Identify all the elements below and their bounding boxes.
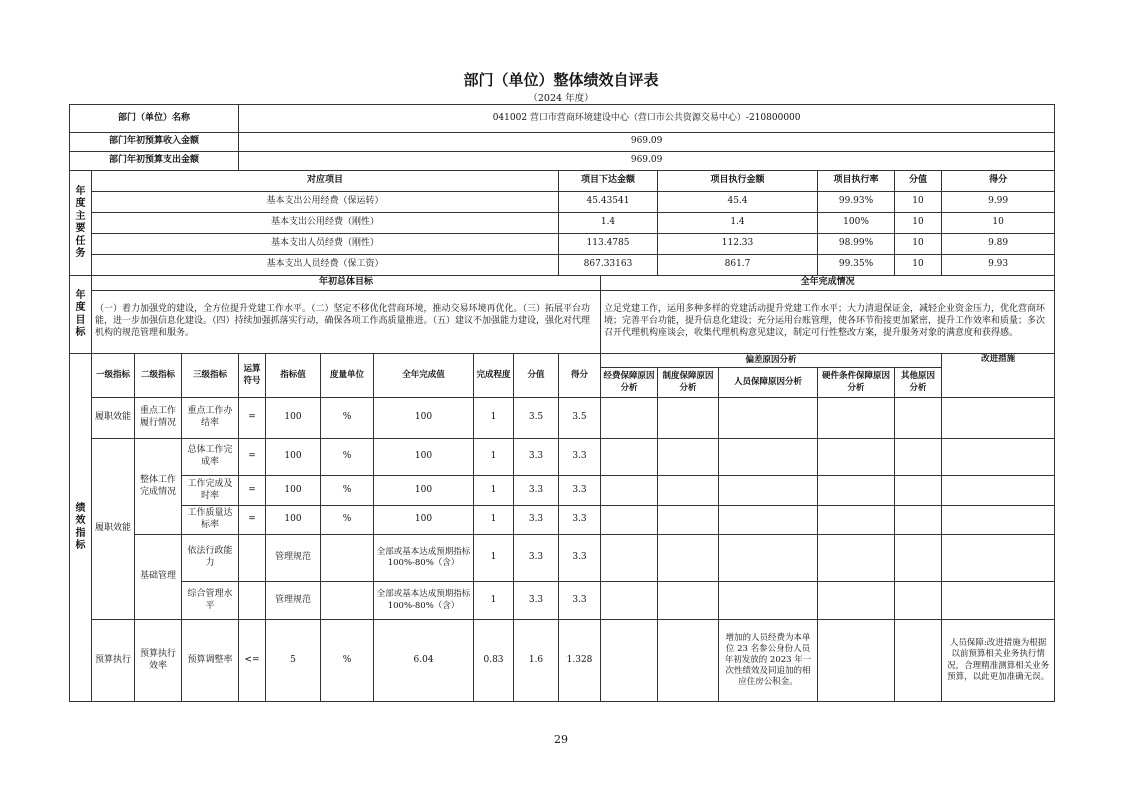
funding-cell [601, 398, 658, 439]
hardware-cell [818, 582, 895, 620]
hardware-cell [818, 398, 895, 439]
task-executed: 112.33 [658, 234, 818, 255]
header-deviation: 偏差原因分析 [601, 354, 942, 368]
expense-row [70, 152, 1055, 171]
other-cell [895, 535, 942, 582]
operator-cell: = [239, 439, 266, 476]
score-value-cell: 3.5 [514, 398, 559, 439]
page-number: 29 [554, 733, 568, 746]
score-cell: 3.3 [559, 476, 601, 506]
header-other: 其他原因分析 [895, 368, 942, 398]
personnel-cell [719, 439, 818, 476]
score-value-cell: 3.3 [514, 506, 559, 535]
task-allocated: 1.4 [559, 213, 658, 234]
improvement-cell [942, 582, 1055, 620]
tasks-header-executed: 项目执行金额 [658, 171, 818, 192]
table-row [70, 439, 1055, 476]
funding-cell [601, 439, 658, 476]
score-cell: 3.5 [559, 398, 601, 439]
actual-cell: 100 [374, 439, 474, 476]
task-name: 基本支出人员经费（保工资） [92, 255, 559, 276]
indicators-side-label: 绩 效 指 标 [70, 354, 92, 702]
task-rate: 99.35% [818, 255, 895, 276]
personnel-cell [719, 398, 818, 439]
completion-cell: 1 [474, 476, 514, 506]
tasks-side-label: 年 度 主 要 任 务 [70, 171, 92, 276]
expense-label: 部门年初预算支出金额 [70, 152, 239, 171]
self-evaluation-table [69, 104, 1055, 702]
level3-cell: 工作质量达标率 [182, 506, 239, 535]
table-row [70, 192, 1055, 213]
level3-cell: 综合管理水平 [182, 582, 239, 620]
header-completion: 完成程度 [474, 354, 514, 398]
improvement-cell [942, 398, 1055, 439]
indicators-header-row [70, 354, 1055, 368]
table-row [70, 213, 1055, 234]
income-row [70, 133, 1055, 152]
income-label: 部门年初预算收入金额 [70, 133, 239, 152]
score-value-cell: 3.3 [514, 476, 559, 506]
operator-cell [239, 535, 266, 582]
task-allocated: 867.33163 [559, 255, 658, 276]
header-operator: 运算符号 [239, 354, 266, 398]
page-title: 部门（单位）整体绩效自评表 [463, 71, 659, 89]
improvement-text-cell: 人员保障:改进措施为根据以前预算相关业务执行情况，合理精准测算相关业务预算，以此更加准确无误。 [942, 620, 1055, 702]
system-cell [658, 476, 719, 506]
hardware-cell [818, 439, 895, 476]
target-cell: 5 [266, 620, 321, 702]
other-cell [895, 620, 942, 702]
task-rate: 98.99% [818, 234, 895, 255]
header-improvement: 改进措施 [942, 354, 1055, 398]
actual-cell: 100 [374, 476, 474, 506]
level1-cell: 履职效能 [92, 398, 135, 439]
system-cell [658, 620, 719, 702]
score-value-cell: 1.6 [514, 620, 559, 702]
task-rate: 99.93% [818, 192, 895, 213]
table-row [70, 620, 1055, 702]
unit-name-label: 部门（单位）名称 [70, 105, 239, 133]
task-score: 9.99 [942, 192, 1055, 213]
task-name: 基本支出公用经费（刚性） [92, 213, 559, 234]
actual-cell: 全部或基本达成预期指标 100%-80%（含） [374, 535, 474, 582]
completion-cell: 1 [474, 582, 514, 620]
level3-cell: 总体工作完成率 [182, 439, 239, 476]
level2-cell: 预算执行效率 [135, 620, 182, 702]
score-cell: 3.3 [559, 582, 601, 620]
task-name: 基本支出公用经费（保运转） [92, 192, 559, 213]
system-cell [658, 506, 719, 535]
task-allocated: 45.43541 [559, 192, 658, 213]
goals-initial-text: （一）着力加强党的建设，全方位提升党建工作水平。（二）坚定不移优化营商环境，推动交易环境再优化。（三）拓展平台功能，进一步加强信息化建设。（四）持续加强抓落实行动，确保各项工作高质量推进。（五）建议不加强能力建设，强化对代理机构的规范管理和服务。 [92, 291, 601, 354]
task-name: 基本支出人员经费（刚性） [92, 234, 559, 255]
task-allocated: 113.4785 [559, 234, 658, 255]
task-score-value: 10 [895, 255, 942, 276]
task-score: 10 [942, 213, 1055, 234]
task-executed: 45.4 [658, 192, 818, 213]
improvement-cell [942, 439, 1055, 476]
target-cell: 100 [266, 506, 321, 535]
funding-cell [601, 535, 658, 582]
actual-cell: 100 [374, 506, 474, 535]
header-score: 得分 [559, 354, 601, 398]
table-row [70, 234, 1055, 255]
personnel-cell [719, 506, 818, 535]
funding-cell [601, 476, 658, 506]
score-cell: 3.3 [559, 535, 601, 582]
other-cell [895, 439, 942, 476]
task-score: 9.89 [942, 234, 1055, 255]
personnel-cell [719, 582, 818, 620]
score-value-cell: 3.3 [514, 439, 559, 476]
target-cell: 100 [266, 439, 321, 476]
unit-cell [321, 582, 374, 620]
unit-cell [321, 535, 374, 582]
table-row [70, 506, 1055, 535]
operator-cell: = [239, 398, 266, 439]
hardware-cell [818, 620, 895, 702]
score-value-cell: 3.3 [514, 582, 559, 620]
completion-cell: 1 [474, 398, 514, 439]
actual-cell: 100 [374, 398, 474, 439]
table-row [70, 398, 1055, 439]
goals-initial-header: 年初总体目标 [92, 276, 601, 291]
goals-completion-header: 全年完成情况 [601, 276, 1055, 291]
tasks-header-project: 对应项目 [92, 171, 559, 192]
page-subtitle: （2024 年度） [528, 93, 594, 104]
goals-side-label: 年 度 目 标 [70, 276, 92, 354]
other-cell [895, 506, 942, 535]
system-cell [658, 535, 719, 582]
operator-cell: = [239, 476, 266, 506]
personnel-cell [719, 535, 818, 582]
funding-cell [601, 506, 658, 535]
task-score-value: 10 [895, 213, 942, 234]
header-hardware: 硬件条件保障原因分析 [818, 368, 895, 398]
system-cell [658, 439, 719, 476]
hardware-cell [818, 535, 895, 582]
header-level2: 二级指标 [135, 354, 182, 398]
header-unit: 度量单位 [321, 354, 374, 398]
task-score-value: 10 [895, 234, 942, 255]
score-value-cell: 3.3 [514, 535, 559, 582]
goals-header-row [70, 276, 1055, 291]
task-score-value: 10 [895, 192, 942, 213]
hardware-cell [818, 476, 895, 506]
unit-cell: % [321, 620, 374, 702]
actual-cell: 6.04 [374, 620, 474, 702]
header-funding: 经费保障原因分析 [601, 368, 658, 398]
personnel-cell [719, 476, 818, 506]
header-target: 指标值 [266, 354, 321, 398]
header-score-value: 分值 [514, 354, 559, 398]
other-cell [895, 582, 942, 620]
goals-text-row [70, 291, 1055, 354]
improvement-cell [942, 476, 1055, 506]
score-cell: 3.3 [559, 506, 601, 535]
completion-cell: 0.83 [474, 620, 514, 702]
unit-cell: % [321, 476, 374, 506]
level2-cell: 基础管理 [135, 535, 182, 620]
other-cell [895, 398, 942, 439]
table-row [70, 255, 1055, 276]
operator-cell: <= [239, 620, 266, 702]
tasks-header-row [70, 171, 1055, 192]
operator-cell [239, 582, 266, 620]
tasks-header-rate: 项目执行率 [818, 171, 895, 192]
unit-name-value: 041002 营口市营商环境建设中心（营口市公共资源交易中心）-210800000 [239, 105, 1055, 133]
level3-cell: 依法行政能力 [182, 535, 239, 582]
level3-cell: 工作完成及时率 [182, 476, 239, 506]
table-row [70, 476, 1055, 506]
completion-cell: 1 [474, 535, 514, 582]
task-rate: 100% [818, 213, 895, 234]
unit-name-row [70, 105, 1055, 133]
score-cell: 3.3 [559, 439, 601, 476]
target-cell: 管理规范 [266, 582, 321, 620]
score-cell: 1.328 [559, 620, 601, 702]
header-level3: 三级指标 [182, 354, 239, 398]
unit-cell: % [321, 506, 374, 535]
level2-cell: 整体工作完成情况 [135, 439, 182, 535]
header-personnel: 人员保障原因分析 [719, 368, 818, 398]
other-cell [895, 476, 942, 506]
task-executed: 1.4 [658, 213, 818, 234]
table-row [70, 535, 1055, 582]
expense-value: 969.09 [239, 152, 1055, 171]
table-row [70, 582, 1055, 620]
income-value: 969.09 [239, 133, 1055, 152]
funding-cell [601, 582, 658, 620]
improvement-cell [942, 506, 1055, 535]
unit-cell: % [321, 398, 374, 439]
level3-cell: 预算调整率 [182, 620, 239, 702]
level1-cell: 履职效能 [92, 439, 135, 620]
header-actual: 全年完成值 [374, 354, 474, 398]
operator-cell: = [239, 506, 266, 535]
completion-cell: 1 [474, 439, 514, 476]
tasks-header-score: 得分 [942, 171, 1055, 192]
task-executed: 861.7 [658, 255, 818, 276]
unit-cell: % [321, 439, 374, 476]
target-cell: 管理规范 [266, 535, 321, 582]
header-system: 制度保障原因分析 [658, 368, 719, 398]
funding-cell [601, 620, 658, 702]
header-level1: 一级指标 [92, 354, 135, 398]
target-cell: 100 [266, 398, 321, 439]
tasks-header-allocated: 项目下达金额 [559, 171, 658, 192]
actual-cell: 全部或基本达成预期指标 100%-80%（含） [374, 582, 474, 620]
level2-cell: 重点工作履行情况 [135, 398, 182, 439]
completion-cell: 1 [474, 506, 514, 535]
level1-cell: 预算执行 [92, 620, 135, 702]
improvement-cell [942, 535, 1055, 582]
personnel-reason-cell: 增加的人员经费为本单位 23 名参公身份人员年初发放的 2023 年一次性绩效及同追加的相应住房公积金。 [719, 620, 818, 702]
level3-cell: 重点工作办结率 [182, 398, 239, 439]
target-cell: 100 [266, 476, 321, 506]
task-score: 9.93 [942, 255, 1055, 276]
hardware-cell [818, 506, 895, 535]
tasks-header-score-value: 分值 [895, 171, 942, 192]
system-cell [658, 582, 719, 620]
goals-completion-text: 立足党建工作，运用多种多样的党建活动提升党建工作水平；大力清退保证金，减轻企业资金压力，优化营商环境；完善平台功能，提升信息化建设；充分运用台账管理，使各环节衔接更加紧密，提升工作效率和质量；多次召开代理机构座谈会，收集代理机构意见建议，制定可行性整改方案，提升服务对象的满意度和获得感。 [601, 291, 1055, 354]
system-cell [658, 398, 719, 439]
